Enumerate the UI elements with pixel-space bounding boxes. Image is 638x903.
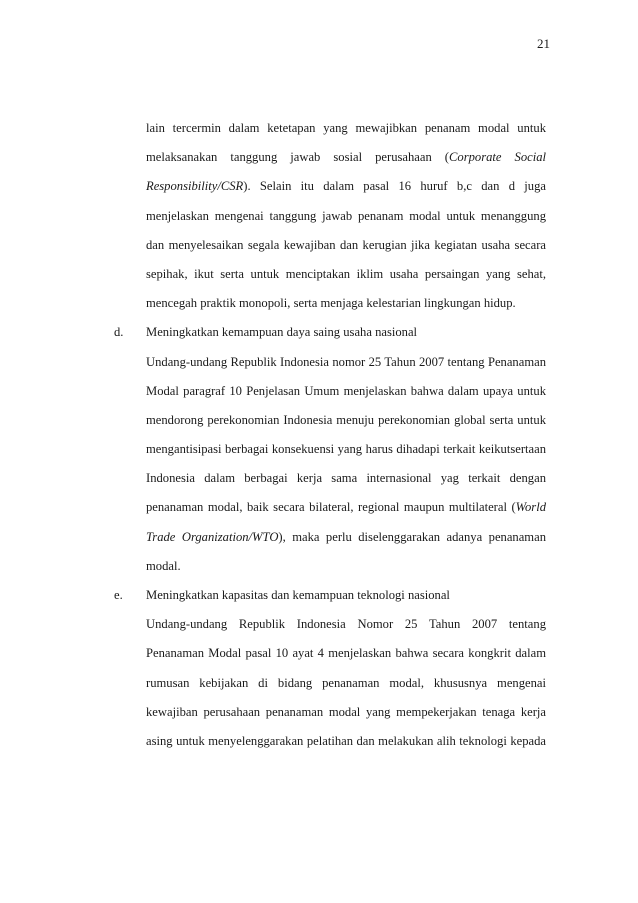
text-line	[114, 527, 546, 556]
text-line: mengantisipasi berbagai konsekuensi yang harus dihadapi terkait keikutsertaan	[146, 442, 546, 457]
text-line: Indonesia dalam berbagai kerja sama internasional yag terkait dengan	[146, 471, 546, 486]
text-line: mendorong perekonomian Indonesia menuju perekonomian global serta untuk	[146, 412, 546, 427]
text-line: Modal paragraf 10 Penjelasan Umum menjelaskan bahwa dalam upaya untuk	[146, 383, 546, 398]
list-heading	[114, 585, 546, 614]
text-line: dan menyelesaikan segala kewajiban dan kerugian jika kegiatan usaha secara	[146, 237, 546, 252]
paragraph-continuation	[114, 118, 546, 322]
text-span: melaksanakan tanggung jawab sosial perusahaan (	[146, 150, 449, 165]
list-item-d	[114, 322, 546, 585]
heading-text: Meningkatkan kapasitas dan kemampuan teknologi nasional	[146, 588, 450, 602]
text-line: Undang-undang Republik Indonesia Nomor 25 Tahun 2007 tentang	[146, 617, 546, 632]
text-span: ), maka perlu diselenggarakan adanya penanaman	[278, 529, 546, 544]
text-span: ). Selain itu dalam pasal 16 huruf b,c dan d juga	[243, 179, 546, 194]
text-line: sepihak, ikut serta untuk menciptakan iklim usaha persaingan yang sehat,	[146, 266, 546, 281]
italic-term: Corporate Social	[449, 150, 546, 165]
text-line	[114, 497, 546, 526]
text-line: mencegah praktik monopoli, serta menjaga kelestarian lingkungan hidup.	[146, 296, 516, 311]
text-line: Penanaman Modal pasal 10 ayat 4 menjelaskan bahwa secara kongkrit dalam	[146, 646, 546, 661]
list-label: d.	[114, 325, 124, 340]
text-line: menjelaskan mengenai tanggung jawab penanam modal untuk menanggung	[146, 208, 546, 223]
text-line: lain tercermin dalam ketetapan yang mewajibkan penanam modal untuk	[146, 121, 546, 135]
text-line	[114, 147, 546, 176]
text-span: penanaman modal, baik secara bilateral, regional maupun multilateral (	[146, 500, 516, 515]
text-line: kewajiban perusahaan penanaman modal yang mempekerjakan tenaga kerja	[146, 704, 546, 719]
text-line	[114, 176, 546, 205]
document-body	[114, 118, 546, 760]
text-line: Undang-undang Republik Indonesia nomor 25 Tahun 2007 tentang Penanaman	[146, 354, 546, 369]
list-heading	[114, 322, 546, 351]
list-label: e.	[114, 588, 123, 602]
heading-text: Meningkatkan kemampuan daya saing usaha nasional	[146, 325, 418, 340]
page-number: 21	[537, 36, 550, 51]
list-item-e	[114, 585, 546, 760]
text-line: asing untuk menyelenggarakan pelatihan dan melakukan alih teknologi kepada	[146, 733, 546, 748]
italic-term: Responsibility/CSR	[146, 179, 244, 194]
text-line: rumusan kebijakan di bidang penanaman modal, khususnya mengenai	[146, 675, 546, 690]
italic-term: Trade Organization/WTO	[146, 529, 279, 544]
italic-term: World	[515, 500, 546, 515]
text-line: modal.	[146, 558, 181, 573]
